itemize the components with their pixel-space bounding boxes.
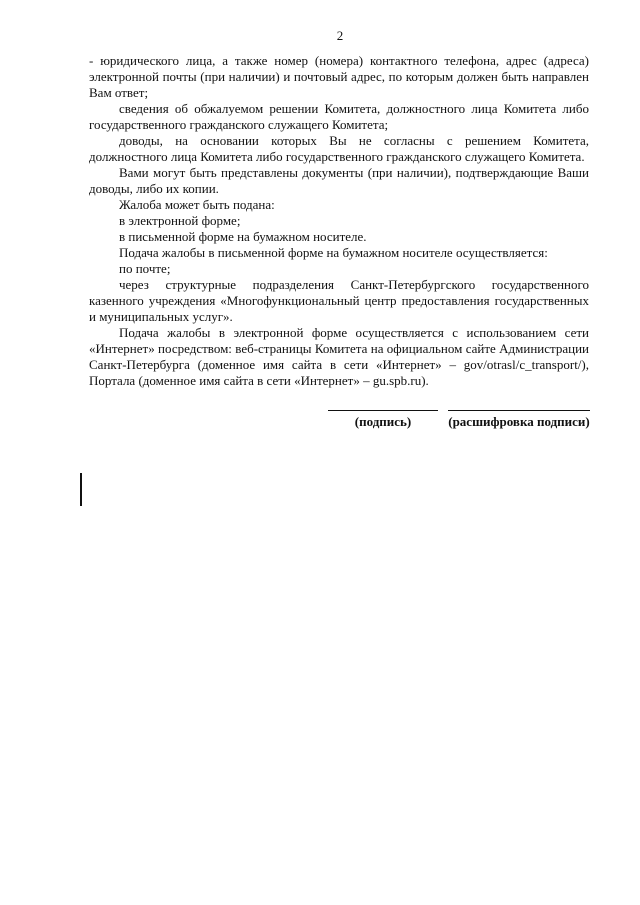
paragraph-submission-intro: Жалоба может быть подана: [119,197,275,212]
paragraph-contact-info: - юридического лица, а также номер (номера) контактного телефона, адрес (адреса) электронной почты (при наличии) и почтовый адрес, по которым должен быть направлен Вам ответ; [89,53,589,100]
signature-line [328,410,438,411]
page-number: 2 [336,28,344,43]
paragraph-paper-submission: Подача жалобы в письменной форме на бумажном носителе осуществляется: [119,245,548,260]
paragraph-documents: Вами могут быть представлены документы (при наличии), подтверждающие Ваши доводы, либо их копии. [89,165,589,196]
signature-field [328,410,438,450]
paragraph-decision-info: сведения об обжалуемом решении Комитета, должностного лица Комитета либо государственного гражданского служащего Комитета; [89,101,589,132]
document-body [89,53,589,389]
paragraph-arguments: доводы, на основании которых Вы не согласны с решением Комитета, должностного лица Комитета либо государственного гражданского служащего Комитета. [89,133,589,164]
paragraph-electronic-submission: Подача жалобы в электронной форме осуществляется с использованием сети «Интернет» посредством: веб-страницы Комитета на официальном сайте Администрации Санкт-Петербурга (доменное имя сайта в сети «Интернет» – gov/otrasl/c_transport/), Портала (доменное имя сайта в сети «Интернет» – gu.spb.ru). [89,325,589,388]
signature-caption: (подпись) [354,414,412,429]
signature-transcript-field [448,410,590,450]
signature-transcript-caption: (расшифровка подписи) [448,414,590,429]
signature-transcript-line [448,410,590,411]
margin-mark [80,473,82,506]
paragraph-electronic-form: в электронной форме; [119,213,241,228]
paragraph-by-mail: по почте; [119,261,171,276]
paragraph-paper-form: в письменной форме на бумажном носителе. [119,229,367,244]
paragraph-mfc: через структурные подразделения Санкт-Петербургского государственного казенного учреждения «Многофункциональный центр предоставления государственных и муниципальных услуг». [89,277,589,324]
